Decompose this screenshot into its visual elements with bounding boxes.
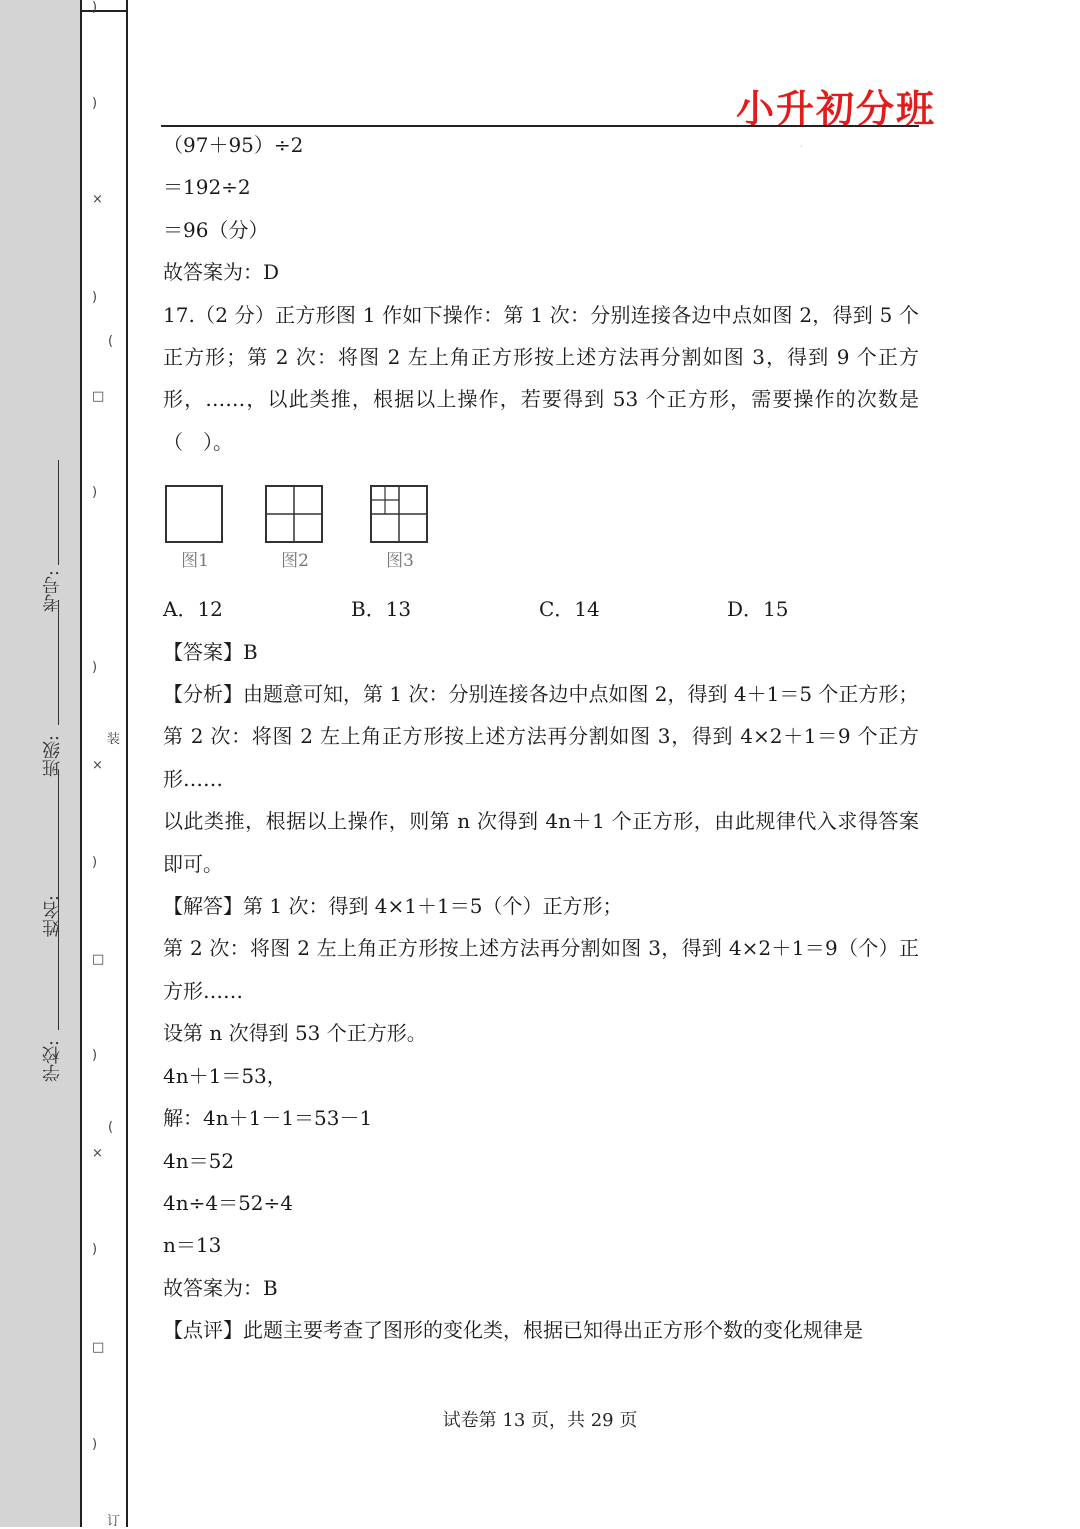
figure-1-square: [165, 485, 223, 543]
equation-line: 4n÷4＝52÷4: [163, 1190, 294, 1215]
figure-3-square: [370, 485, 428, 543]
option-d: D．15: [727, 597, 789, 622]
figure-2-square: [265, 485, 323, 543]
binding-mark: ×: [92, 758, 103, 773]
final-answer-line: 故答案为：B: [163, 1275, 278, 1300]
binding-mark: ): [92, 1048, 98, 1063]
solution-line: 设第 n 次得到 53 个正方形。: [163, 1021, 427, 1046]
binding-mark: ): [92, 96, 98, 111]
binding-mark: ×: [92, 192, 103, 207]
binding-mark: ): [92, 290, 98, 305]
figure-3-caption: 图3: [386, 551, 414, 572]
margin-top-rule: [80, 10, 126, 12]
solution-line: 第 2 次：将图 2 左上角正方形按上述方法再分割如图 3，得到 4×2＋1＝9（个）正方形……: [163, 936, 919, 1003]
figure-3: [370, 485, 428, 572]
binding-mark: ×: [92, 1146, 103, 1161]
page-content: [163, 124, 919, 1352]
equation-line: 4n＋1＝53，: [163, 1063, 287, 1088]
option-b: B．13: [351, 597, 412, 622]
binding-mark: □: [92, 389, 105, 404]
figure-2-caption: 图2: [281, 551, 309, 572]
binding-mark: (: [108, 334, 114, 349]
equation-line: 4n＝52: [163, 1148, 235, 1173]
analysis-paragraph: 第 2 次：将图 2 左上角正方形按上述方法再分割如图 3，得到 4×2＋1＝9 个正方形……: [163, 724, 919, 791]
binding-mark: ): [92, 855, 98, 870]
figure-1-caption: 图1: [181, 551, 209, 572]
prev-solution-line: ＝96（分）: [163, 217, 269, 242]
answer-line: 【答案】B: [163, 639, 258, 664]
question-figures: [163, 463, 919, 588]
figure-1: [165, 485, 223, 572]
binding-mark: □: [92, 952, 105, 967]
answer-options: [163, 588, 919, 630]
comment-line: 【点评】此题主要考查了图形的变化类，根据已知得出正方形个数的变化规律是: [163, 1318, 863, 1343]
binding-mark: 订: [107, 1514, 121, 1529]
exam-number-label: 考号:: [42, 570, 63, 613]
exam-number-line: [58, 460, 59, 565]
name-field-line: [58, 770, 59, 885]
brand-title: 小升初分班: [736, 87, 937, 131]
binding-mark: □: [92, 1340, 105, 1355]
analysis-paragraph: 以此类推，根据以上操作，则第 n 次得到 4n＋1 个正方形，由此规律代入求得答案即可。: [163, 809, 919, 876]
option-c: C．14: [539, 597, 600, 622]
option-a: A．12: [163, 597, 223, 622]
binding-mark: ): [92, 485, 98, 500]
solution-line: 【解答】第 1 次：得到 4×1＋1＝5（个）正方形；: [163, 894, 623, 919]
prev-solution-line: ＝192÷2: [163, 175, 251, 200]
binding-mark: ): [92, 1242, 98, 1257]
equation-line: n＝13: [163, 1233, 222, 1258]
class-field-label: 班级:: [42, 735, 63, 778]
binding-mark: (: [108, 1120, 114, 1135]
binding-mark: 装: [107, 732, 121, 747]
binding-mark: ): [92, 0, 98, 15]
binding-line: [126, 0, 128, 1527]
analysis-paragraph: 【分析】由题意可知，第 1 次：分别连接各边中点如图 2，得到 4＋1＝5 个正方形；: [163, 682, 919, 707]
school-field-label: 学校:: [42, 1040, 63, 1083]
binding-mark: ): [92, 660, 98, 675]
prev-solution-line: （97＋95）÷2: [163, 133, 304, 157]
figure-2: [265, 485, 323, 572]
prev-answer-line: 故答案为：D: [163, 260, 280, 285]
equation-line: 解：4n＋1－1＝53－1: [163, 1106, 373, 1131]
binding-mark: ): [92, 1437, 98, 1452]
class-field-line: [58, 600, 59, 725]
name-field-label: 姓名:: [42, 895, 63, 938]
page-footer: 试卷第 13 页，共 29 页: [442, 1410, 638, 1431]
question-17-stem: 17.（2 分）正方形图 1 作如下操作：第 1 次：分别连接各边中点如图 2，得到 5 个正方形；第 2 次：将图 2 左上角正方形按上述方法再分割如图 3，得到 9 个正方形，……，以此类推，根据以上操作，若要得到 53 个正方形，需要操作的次数是（ ）。: [163, 302, 919, 454]
speck: ·: [800, 142, 803, 151]
